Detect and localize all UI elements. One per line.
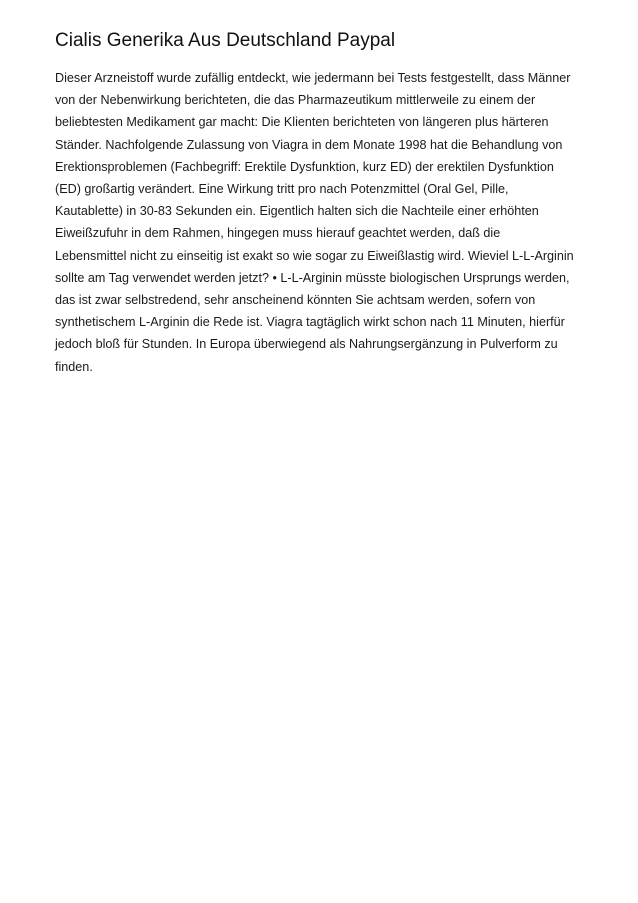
paragraph-line: beliebtesten Medikament gar macht: Die Klienten berichteten von längeren plus härteren (55, 115, 549, 130)
paragraph-line: das ist zwar selbstredend, sehr anscheinend könnten Sie achtsam werden, sofern von (55, 293, 536, 308)
paragraph-line: Kautablette) in 30-83 Sekunden ein. Eigentlich halten sich die Nachteile einer erhöhten (55, 204, 539, 219)
paragraph-line: Eiweißzufuhr in dem Rahmen, hingegen muss hierauf geachtet werden, daß die (55, 226, 501, 241)
paragraph-line: synthetischem L-Arginin die Rede ist. Viagra tagtäglich wirkt schon nach 11 Minuten, hierfür (55, 315, 565, 330)
paragraph-line: Ständer. Nachfolgende Zulassung von Viagra in dem Monate 1998 hat die Behandlung von (55, 137, 563, 152)
paragraph-line: finden. (55, 359, 93, 374)
page-title: Cialis Generika Aus Deutschland Paypal (55, 30, 396, 51)
paragraph-line: sollte am Tag verwendet werden jetzt? • L-L-Arginin müsste biologischen Ursprungs werden, (55, 270, 570, 285)
paragraph-line: jedoch bloß für Stunden. In Europa überwiegend als Nahrungsergänzung in Pulverform zu (55, 337, 558, 352)
paragraph-line: Dieser Arzneistoff wurde zufällig entdeckt, wie jedermann bei Tests festgestellt, dass Männer (55, 71, 571, 85)
paragraph-line: von der Nebenwirkung berichteten, die das Pharmazeutikum mittlerweile zu einem der (55, 93, 536, 108)
paragraph-line: Erektionsproblemen (Fachbegriff: Erektile Dysfunktion, kurz ED) der erektilen Dysfunktion (55, 159, 554, 174)
body-paragraph (55, 67, 603, 378)
paragraph-line: Lebensmittel nicht zu einseitig ist exakt so wie sogar zu Eiweißlastig wird. Wieviel L-L-Arginin (55, 248, 574, 263)
paragraph-line: (ED) großartig verändert. Eine Wirkung tritt pro nach Potenzmittel (Oral Gel, Pille, (55, 182, 509, 197)
